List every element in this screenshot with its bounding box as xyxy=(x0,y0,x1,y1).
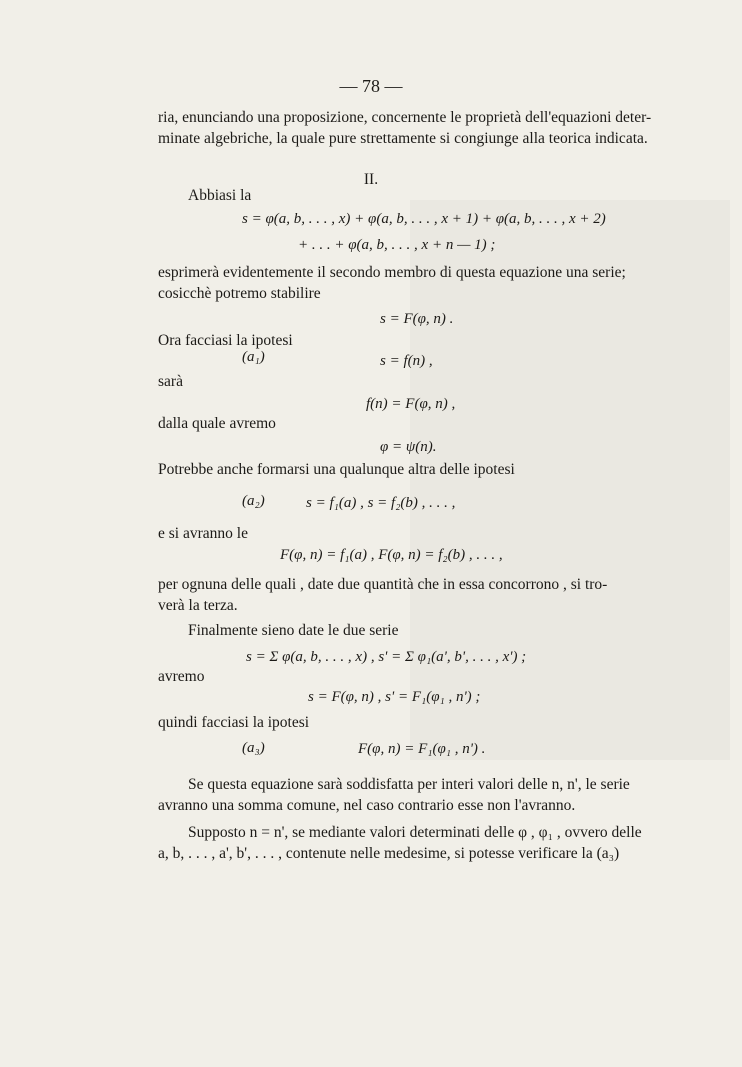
equation-label: (a₃) xyxy=(242,740,265,756)
equation-line: f(n) = F(φ, n) , xyxy=(366,396,456,412)
text-line: Potrebbe anche formarsi una qualunque altra delle ipotesi xyxy=(158,461,515,478)
equation-line: s = F(φ, n) , s' = F₁(φ₁ , n') ; xyxy=(308,689,481,705)
text-line: quindi facciasi la ipotesi xyxy=(158,714,310,731)
text-line: ria, enunciando una proposizione, concernente le proprietà dell'equazioni deter- xyxy=(158,109,652,126)
text-line: Abbiasi la xyxy=(188,187,252,204)
bleed-through-shade xyxy=(410,200,730,760)
section-heading: II. xyxy=(363,171,379,188)
text-line: dalla quale avremo xyxy=(158,415,276,432)
equation-line: φ = ψ(n). xyxy=(380,439,437,455)
text-line: cosicchè potremo stabilire xyxy=(158,285,321,302)
text-line: Supposto n = n', se mediante valori determinati delle φ , φ₁ , ovvero delle xyxy=(188,824,642,841)
text-line: Se questa equazione sarà soddisfatta per interi valori delle n, n', le serie xyxy=(188,776,630,793)
text-line: Ora facciasi la ipotesi xyxy=(158,332,293,349)
equation-line: F(φ, n) = f₁(a) , F(φ, n) = f₂(b) , . . . , xyxy=(280,547,503,563)
equation-label: (a₂) xyxy=(242,493,265,509)
equation-line: s = F(φ, n) . xyxy=(380,311,454,327)
text-line: per ognuna delle quali , date due quantità che in essa concorrono , si tro- xyxy=(158,576,608,593)
text-line: Finalmente sieno date le due serie xyxy=(188,622,399,639)
text-line: e si avranno le xyxy=(158,525,248,542)
equation-line: s = φ(a, b, . . . , x) + φ(a, b, . . . , x + 1) + φ(a, b, . . . , x + 2) xyxy=(242,211,606,227)
text-line: sarà xyxy=(158,373,183,390)
text-line: esprimerà evidentemente il secondo membro di questa equazione una serie; xyxy=(158,264,626,281)
text-line: avranno una somma comune, nel caso contrario esse non l'avranno. xyxy=(158,797,576,814)
page-number: — 78 — xyxy=(339,76,403,96)
equation-line: + . . . + φ(a, b, . . . , x + n — 1) ; xyxy=(298,237,496,253)
equation-line: F(φ, n) = F₁(φ₁ , n') . xyxy=(358,741,486,757)
text-line: avremo xyxy=(158,668,205,685)
equation-line: s = Σ φ(a, b, . . . , x) , s' = Σ φ₁(a', b', . . . , x') ; xyxy=(246,649,527,665)
text-line: verà la terza. xyxy=(158,597,238,614)
equation-line: s = f₁(a) , s = f₂(b) , . . . , xyxy=(306,495,456,511)
text-line: a, b, . . . , a', b', . . . , contenute nelle medesime, si potesse verificare la (a₃) xyxy=(158,845,620,862)
equation-line: s = f(n) , xyxy=(380,353,433,369)
text-line: minate algebriche, la quale pure strettamente si congiunge alla teorica indicata. xyxy=(158,130,648,147)
equation-label: (a₁) xyxy=(242,349,265,365)
